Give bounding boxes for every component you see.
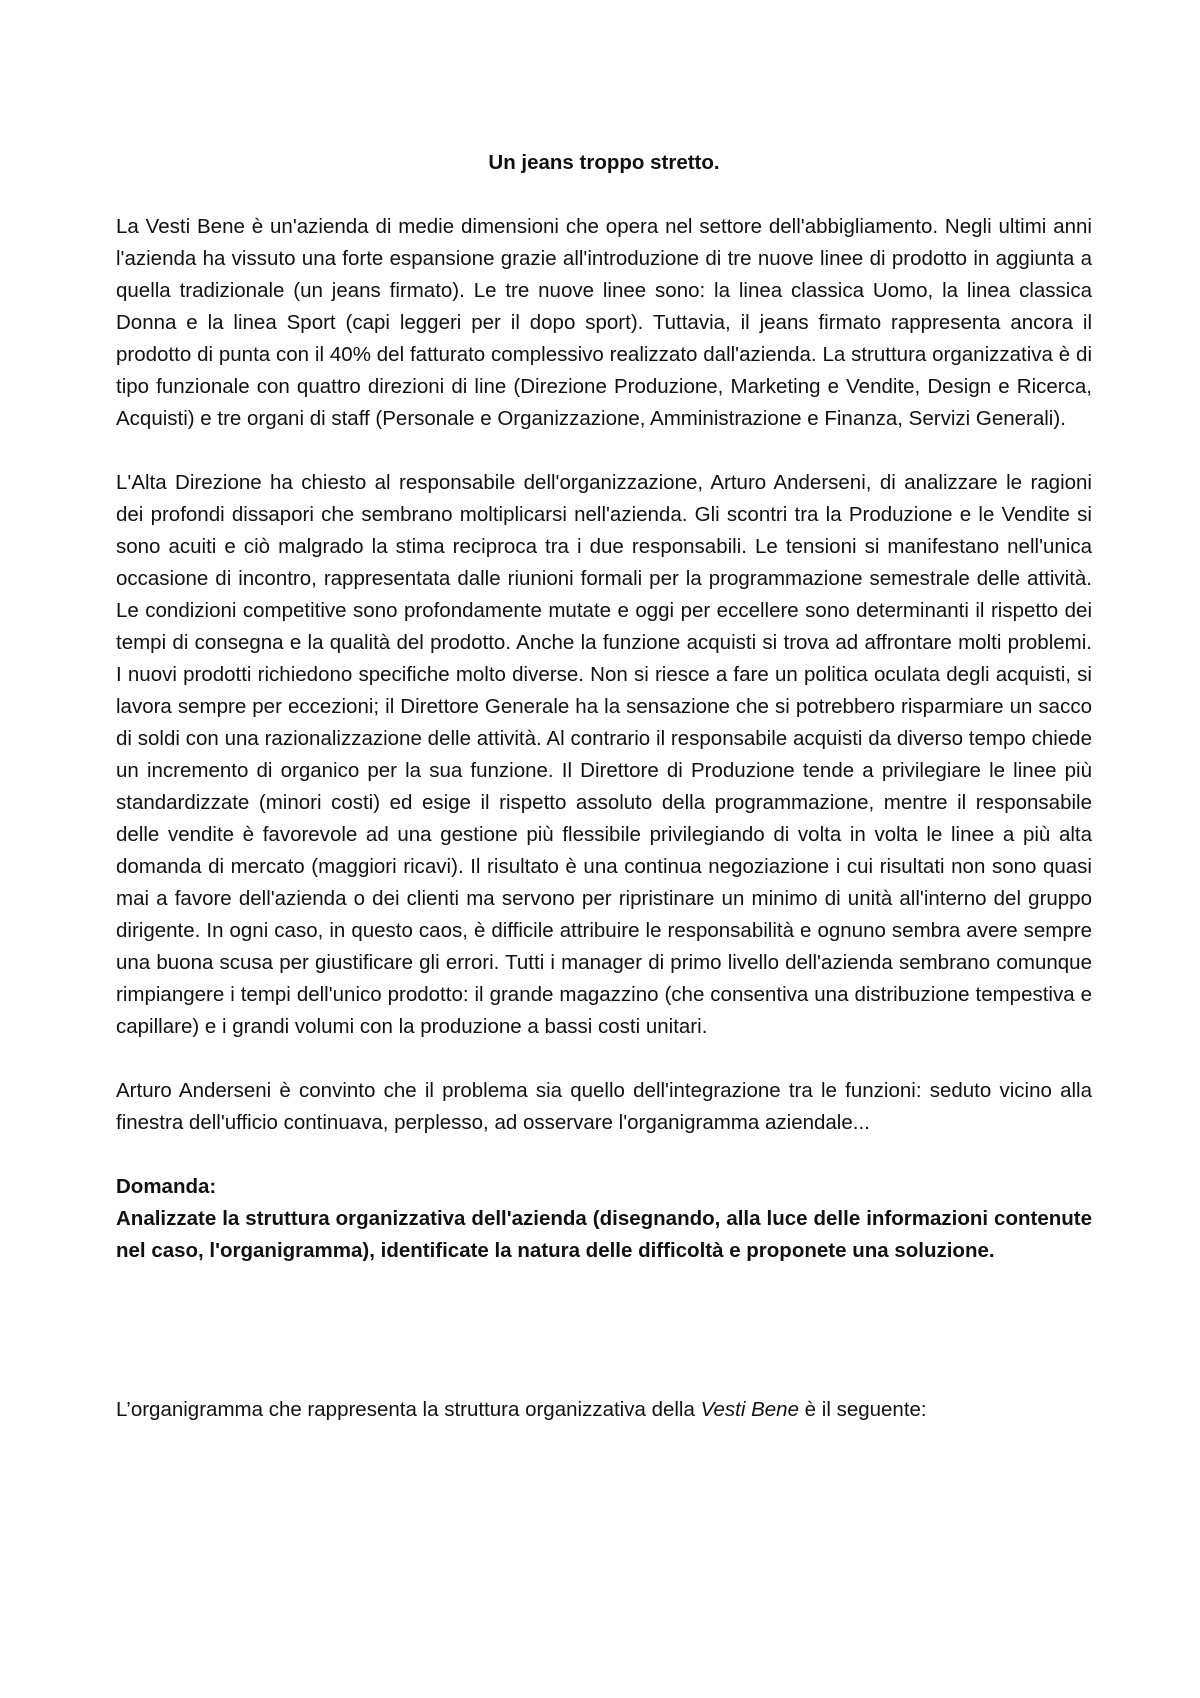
closing-text-before: L’organigramma che rappresenta la struttura organizzativa della [116, 1398, 701, 1421]
question-block [116, 1171, 1092, 1267]
closing-text-after: è il seguente: [798, 1398, 927, 1421]
question-text: Analizzate la struttura organizzativa dell'azienda (disegnando, alla luce delle informazioni contenute nel caso, l'organigramma), identificate la natura delle difficoltà e proponete una soluzione. [116, 1207, 1092, 1262]
document-title: Un jeans troppo stretto. [488, 151, 720, 174]
company-name-italic: Vesti Bene [700, 1398, 799, 1421]
question-label: Domanda: [116, 1175, 217, 1198]
paragraph-anderseni: Arturo Anderseni è convinto che il problema sia quello dell'integrazione tra le funzioni: seduto vicino alla finestra dell'ufficio continuava, perplesso, ad osservare l'organigramma aziendale... [116, 1079, 1092, 1134]
paragraph-analysis: L'Alta Direzione ha chiesto al responsabile dell'organizzazione, Arturo Anderseni, di analizzare le ragioni dei profondi dissapori che sembrano moltiplicarsi nell'azienda. Gli scontri tra la Produzione e le Vendite si sono acuiti e ciò malgrado la stima reciproca tra i due responsabili. Le tensioni si manifestano nell'unica occasione di incontro, rappresentata dalle riunioni formali per la programmazione semestrale delle attività. Le condizioni competitive sono profondamente mutate e oggi per eccellere sono determinanti il rispetto dei tempi di consegna e la qualità del prodotto. Anche la funzione acquisti si trova ad affrontare molti problemi. I nuovi prodotti richiedono specifiche molto diverse. Non si riesce a fare un politica oculata degli acquisti, si lavora sempre per eccezioni; il Direttore Generale ha la sensazione che si potrebbero risparmiare un sacco di soldi con una razionalizzazione delle attività. Al contrario il responsabile acquisti da diverso tempo chiede un incremento di organico per la sua funzione. Il Direttore di Produzione tende a privilegiare le linee più standardizzate (minori costi) ed esige il rispetto assoluto della programmazione, mentre il responsabile delle vendite è favorevole ad una gestione più flessibile privilegiando di volta in volta le linee a più alta domanda di mercato (maggiori ricavi). Il risultato è una continua negoziazione i cui risultati non sono quasi mai a favore dell'azienda o dei clienti ma servono per ripristinare un minimo di unità all'interno del gruppo dirigente. In ogni caso, in questo caos, è difficile attribuire le responsabilità e ognuno sembra avere sempre una buona scusa per giustificare gli errori. Tutti i manager di primo livello dell'azienda sembrano comunque rimpiangere i tempi dell'unico prodotto: il grande magazzino (che consentiva una distribuzione tempestiva e capillare) e i grandi volumi con la produzione a bassi costi unitari. [116, 471, 1092, 1038]
document-page [116, 147, 1092, 1447]
closing-sentence [116, 1394, 1092, 1426]
paragraph-intro: La Vesti Bene è un'azienda di medie dimensioni che opera nel settore dell'abbigliamento. Negli ultimi anni l'azienda ha vissuto una forte espansione grazie all'introduzione di tre nuove linee di prodotto in aggiunta a quella tradizionale (un jeans firmato). Le tre nuove linee sono: la linea classica Uomo, la linea classica Donna e la linea Sport (capi leggeri per il dopo sport). Tuttavia, il jeans firmato rappresenta ancora il prodotto di punta con il 40% del fatturato complessivo realizzato dall'azienda. La struttura organizzativa è di tipo funzionale con quattro direzioni di line (Direzione Produzione, Marketing e Vendite, Design e Ricerca, Acquisti) e tre organi di staff (Personale e Organizzazione, Amministrazione e Finanza, Servizi Generali). [116, 215, 1092, 430]
